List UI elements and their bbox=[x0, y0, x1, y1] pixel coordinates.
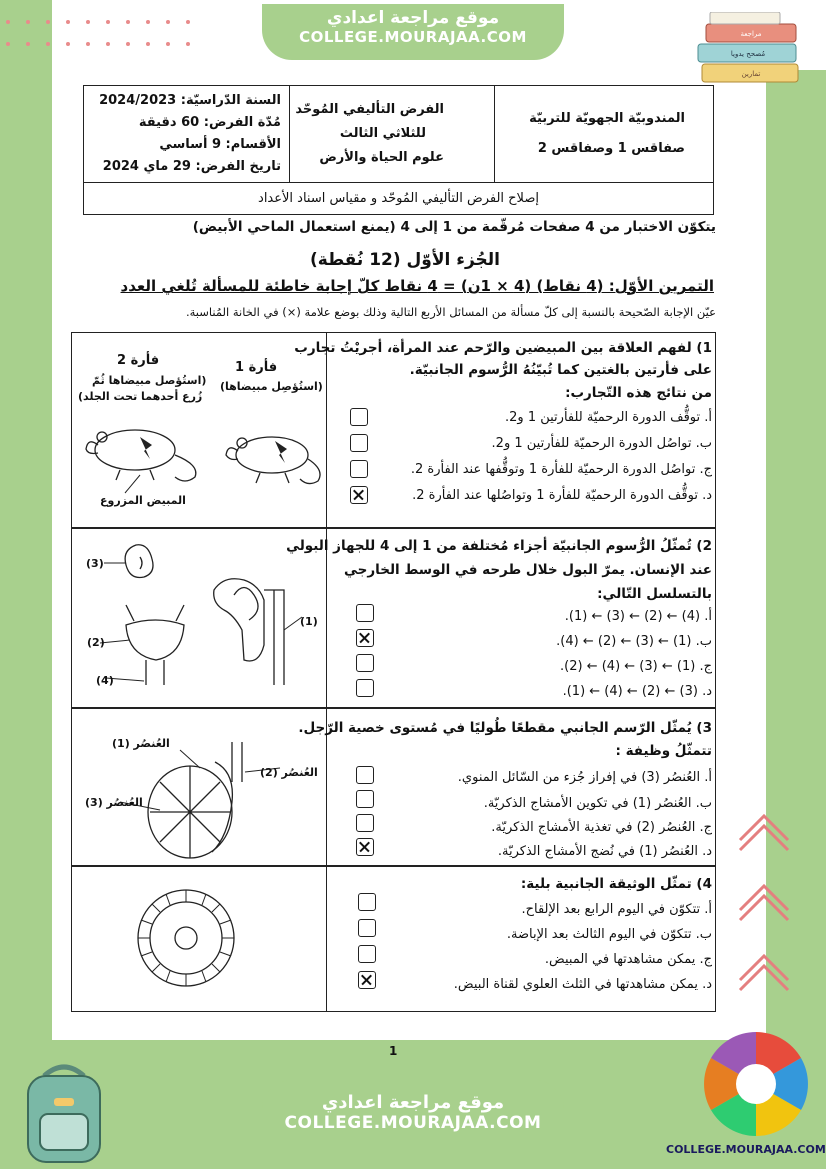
urinary-label-1: (1) bbox=[300, 615, 318, 628]
q2-checkbox-c[interactable] bbox=[356, 654, 374, 672]
correction-title: إصلاح الفرض التأليفي المُوحّد و مقياس اسناد الأعداد bbox=[84, 182, 713, 215]
region-name: صفاقس 1 وصفاقس 2 bbox=[537, 141, 685, 156]
q3-option-d: د. العُنصُر (1) في نُضج الأمشاج الذكريّة. bbox=[497, 844, 712, 859]
q1-checkbox-b[interactable] bbox=[350, 434, 368, 452]
exam-date: تاريخ الفرض: 29 ماي 2024 bbox=[102, 159, 281, 174]
urinary-label-4: (4) bbox=[96, 674, 114, 687]
q2-stem-line1: 2) تُمثّلُ الرُّسوم الجانبيّة أجزاء مُختلفة من 1 إلى 4 للجهاز البولي bbox=[286, 538, 712, 554]
q4-option-b: ب. تتكوّن في اليوم الثالث بعد الإباضة. bbox=[506, 927, 712, 942]
books-icon bbox=[696, 12, 806, 92]
books-label-1: مراجعة bbox=[740, 30, 762, 38]
q1-stem-line1: 1) لفهم العلاقة بين المبيضين والرّحم عند المرأة، أجريْتُ تجارب bbox=[294, 340, 712, 356]
mouse2-title: فأرة 2 bbox=[117, 353, 160, 368]
q2-option-a: أ. (4) ← (2) ← (3) ← (1). bbox=[564, 609, 712, 624]
banner-url: COLLEGE.MOURAJAA.COM bbox=[299, 28, 527, 46]
bottom-banner-arabic: موقع مراجعة اعدادي bbox=[321, 1092, 505, 1113]
exam-term: للثلاثي الثالث bbox=[339, 126, 426, 141]
q2-checkbox-b[interactable] bbox=[356, 629, 374, 647]
q2-stem-line2: عند الإنسان. يمرّ البول خلال طرحه في الوسط الخارجي bbox=[343, 562, 712, 578]
q3-option-b: ب. العُنصُر (1) في تكوين الأمشاج الذكريّة. bbox=[483, 796, 712, 811]
q4-option-a: أ. تتكوّن في اليوم الرابع بعد الإلقاح. bbox=[521, 902, 712, 917]
q1-checkbox-c[interactable] bbox=[350, 460, 368, 478]
q3-stem-line1: 3) يُمثّل الرّسم الجانبي مقطعًا طُوليًا في مُستوى خصية الرّجل. bbox=[298, 720, 712, 736]
header-middle bbox=[289, 86, 494, 182]
header-left-info bbox=[84, 86, 289, 182]
urinary-label-2: (2) bbox=[87, 636, 105, 649]
urinary-label-3: (3) bbox=[86, 557, 104, 570]
q1-option-d: د. توقُّف الدورة الرحميّة للفأرة 1 وتواصُلها عند الفأرة 2. bbox=[412, 488, 712, 503]
exam-classes: الأقسام: 9 أساسي bbox=[159, 137, 281, 152]
q4-option-d: د. يمكن مشاهدتها في الثلث العلوي لقناة البيض. bbox=[453, 977, 712, 992]
mouse2-note-2: زُرع أحدهما تحت الجلد) bbox=[78, 390, 203, 403]
q4-checkbox-b[interactable] bbox=[358, 919, 376, 937]
testis-element-3: العُنصُر (3) bbox=[85, 796, 143, 809]
top-banner[interactable] bbox=[262, 4, 564, 60]
exam-header bbox=[83, 85, 714, 215]
bottom-banner-url: COLLEGE.MOURAJAA.COM bbox=[284, 1113, 542, 1133]
q1-checkbox-d[interactable] bbox=[350, 486, 368, 504]
q1-stem-line2: على فأرتين بالغتين كما تُبيّنُهُ الرُّسوم الجانبيّة. bbox=[409, 362, 712, 378]
q1-stem-line3: من نتائج هذه التّجارب: bbox=[565, 385, 712, 401]
mouse1-title: فأرة 1 bbox=[235, 360, 278, 375]
school-year: السنة الدّراسيّة: 2024/2023 bbox=[99, 93, 281, 108]
q3-checkbox-d[interactable] bbox=[356, 838, 374, 856]
blastocyst-diagram bbox=[126, 880, 246, 1000]
exam-intro: يتكوّن الاختبار من 4 صفحات مُرقّمة من 1 إلى 4 (يمنع استعمال الماحي الأبيض) bbox=[192, 219, 716, 235]
q4-checkbox-c[interactable] bbox=[358, 945, 376, 963]
urinary-system-diagram bbox=[84, 535, 324, 700]
backpack-icon bbox=[14, 1058, 114, 1166]
q2-stem-line3: بالتسلسل التّالي: bbox=[597, 586, 712, 602]
books-label-2: مُصحح يدويا bbox=[730, 50, 766, 58]
q1-checkbox-a[interactable] bbox=[350, 408, 368, 426]
testis-element-1: العُنصُر (1) bbox=[112, 737, 170, 750]
banner-arabic: موقع مراجعة اعدادي bbox=[326, 8, 500, 28]
q1-option-c: ج. تواصُل الدورة الرحميّة للفأرة 1 وتوقُّفها عند الفأرة 2. bbox=[410, 462, 712, 477]
q2-option-b: ب. (1) ← (3) ← (2) ← (4). bbox=[556, 634, 712, 649]
left-green-border bbox=[0, 0, 52, 1169]
footer-site-url[interactable]: COLLEGE.MOURAJAA.COM bbox=[666, 1143, 826, 1156]
q2-checkbox-d[interactable] bbox=[356, 679, 374, 697]
q3-checkbox-a[interactable] bbox=[356, 766, 374, 784]
part-title: الجُزء الأوّل (12 نُقطة) bbox=[310, 250, 500, 270]
q4-checkbox-d[interactable] bbox=[358, 971, 376, 989]
chevron-decoration-icon bbox=[734, 790, 794, 1030]
exam-duration: مُدّة الفرض: 60 دقيقة bbox=[138, 115, 281, 130]
q4-checkbox-a[interactable] bbox=[358, 893, 376, 911]
page-number: 1 bbox=[389, 1044, 398, 1058]
q3-checkbox-b[interactable] bbox=[356, 790, 374, 808]
q1-option-b: ب. تواصُل الدورة الرحميّة للفأرتين 1 و2. bbox=[491, 436, 712, 451]
exam-subject: علوم الحياة والأرض bbox=[319, 150, 444, 165]
exam-type: الفرض التأليفي المُوحّد bbox=[295, 102, 444, 117]
mouse2-note-1: (استُؤصل مبيضاها ثُمّ bbox=[92, 374, 207, 387]
testis-diagram bbox=[120, 742, 320, 862]
q2-option-d: د. (3) ← (2) ← (4) ← (1). bbox=[562, 684, 712, 699]
header-right bbox=[494, 86, 713, 182]
decorative-dots bbox=[0, 14, 200, 54]
regional-office: المندوبيّة الجهويّة للتربيّة bbox=[529, 111, 685, 126]
books-label-3: تمارين bbox=[741, 70, 761, 78]
q3-option-a: أ. العُنصُر (3) في إفراز جُزء من السّائل المنوي. bbox=[457, 770, 712, 785]
testis-element-2: العُنصُر (2) bbox=[260, 766, 318, 779]
q3-checkbox-c[interactable] bbox=[356, 814, 374, 832]
exercise-instruction: عيّن الإجابة الصّحيحة بالنسبة إلى كلّ مسألة من المسائل الأربع التالية وذلك بوضع علامة (×) في الخانة المُناسبة. bbox=[185, 305, 716, 319]
q3-stem-line2: تتمثّلُ وظيفة : bbox=[615, 743, 712, 759]
implanted-ovary-caption: المبيض المزروع bbox=[100, 494, 186, 507]
q4-stem: 4) تمثّل الوثيقة الجانبية بلية: bbox=[520, 876, 712, 892]
education-wheel-logo bbox=[694, 1026, 818, 1140]
q4-option-c: ج. يمكن مشاهدتها في المبيض. bbox=[544, 952, 712, 967]
mouse1-note: (استُؤصِل مبيضاها) bbox=[220, 380, 323, 393]
bottom-banner[interactable] bbox=[262, 1080, 564, 1150]
q2-option-c: ج. (1) ← (3) ← (4) ← (2). bbox=[559, 659, 712, 674]
exercise-title: التمرين الأوّل: (4 نقاط) (4 × 1ن) = 4 نقاط كلّ إجابة خاطئة للمسألة تُلغي العدد bbox=[120, 277, 714, 295]
q3-option-c: ج. العُنصُر (2) في تغذية الأمشاج الذكريّة. bbox=[491, 820, 712, 835]
q1-option-a: أ. توقُّف الدورة الرحميّة للفأرتين 1 و2. bbox=[504, 410, 712, 425]
q2-checkbox-a[interactable] bbox=[356, 604, 374, 622]
